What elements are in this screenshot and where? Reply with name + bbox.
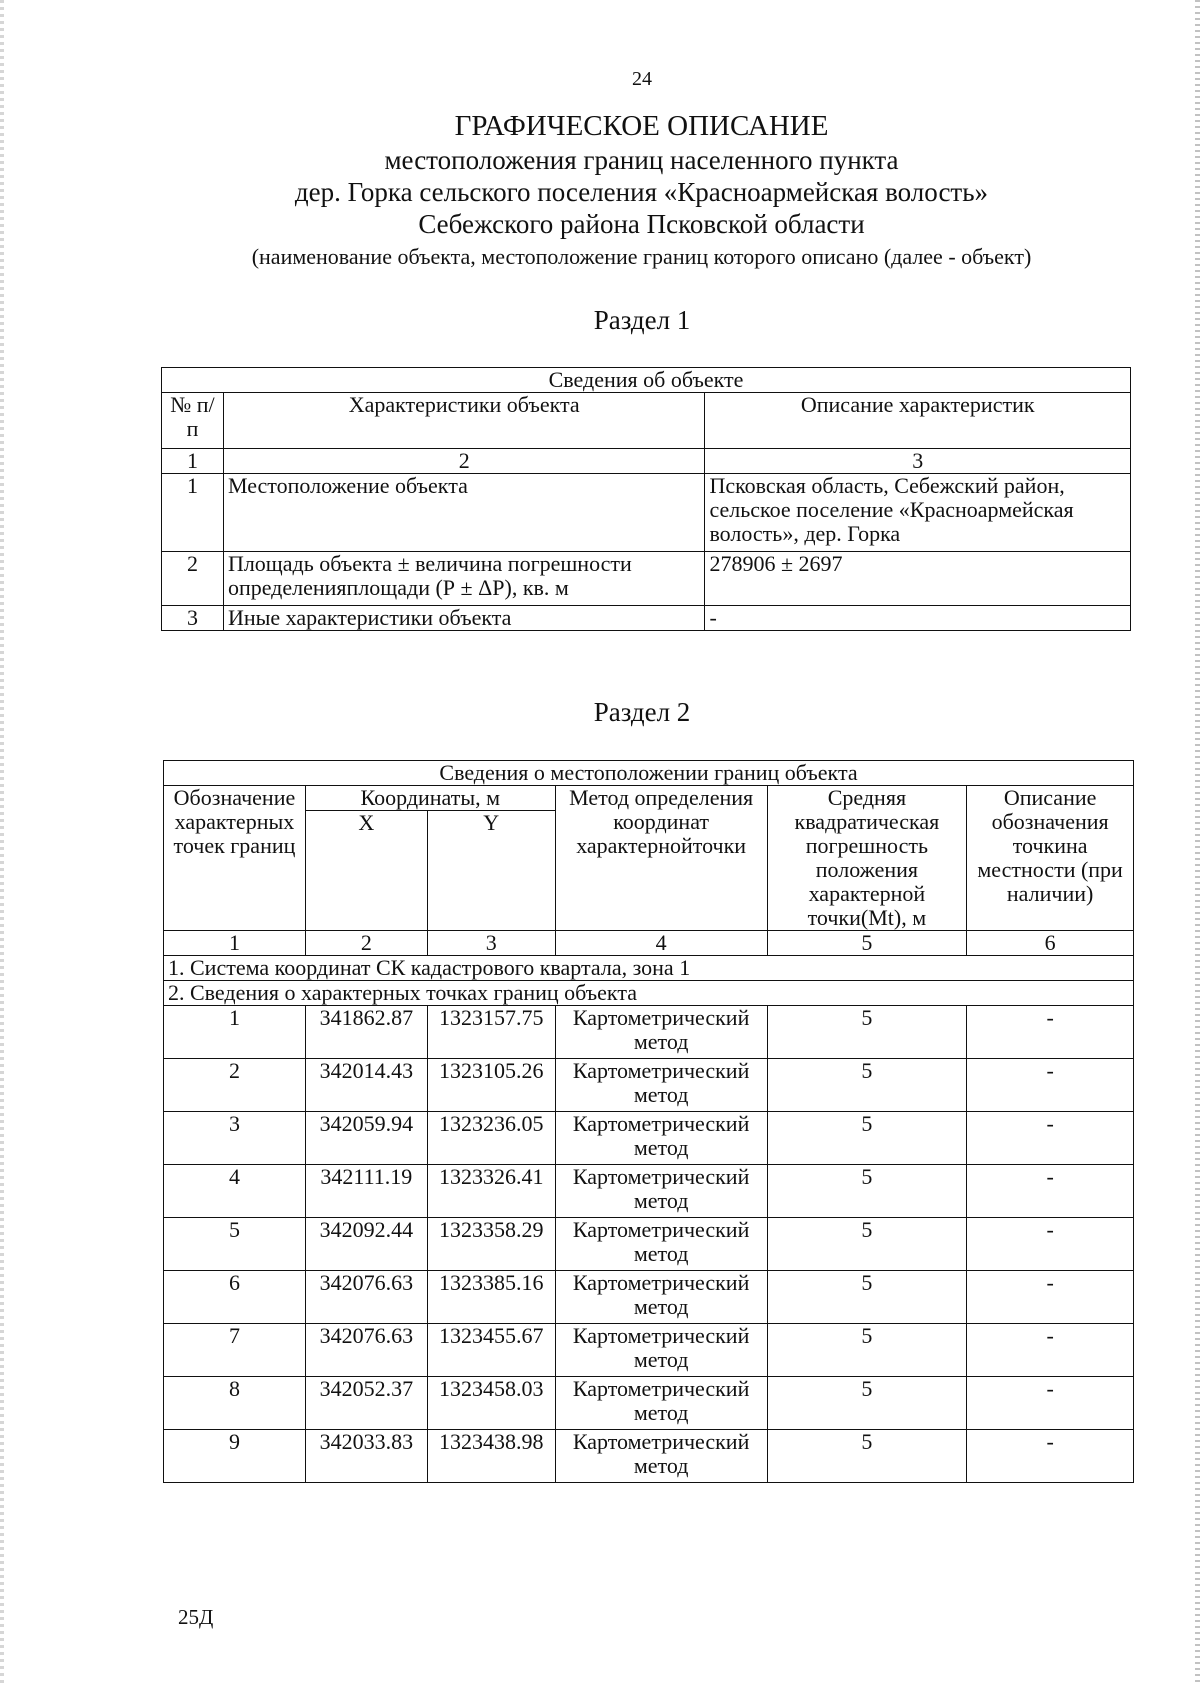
point-error: 5: [767, 1059, 967, 1112]
point-error: 5: [767, 1112, 967, 1165]
point-method: Картометрический метод: [555, 1218, 767, 1271]
title-line-2: дер. Горка сельского поселения «Красноармейская волость»: [294, 177, 989, 207]
table-row: [164, 1059, 1134, 1112]
row-characteristic: Иные характеристики объекта: [223, 606, 705, 631]
col-number: 4: [555, 931, 767, 956]
col-header-no: № п/п: [162, 393, 224, 449]
point-y: 1323326.41: [427, 1165, 555, 1218]
col-header-y: Y: [427, 811, 555, 931]
table-row: [164, 1165, 1134, 1218]
point-number: 1: [164, 1006, 306, 1059]
boundary-points-table: [163, 760, 1134, 1483]
point-number: 8: [164, 1377, 306, 1430]
row-description: -: [705, 606, 1131, 631]
point-y: 1323358.29: [427, 1218, 555, 1271]
table-row: [162, 606, 1131, 631]
coordinate-system-row: 1. Система координат СК кадастрового квартала, зона 1: [164, 956, 1134, 981]
col-header-description: Описание характеристик: [705, 393, 1131, 449]
point-description: -: [967, 1218, 1134, 1271]
col-number: 5: [767, 931, 967, 956]
point-x: 342076.63: [305, 1324, 427, 1377]
point-y: 1323105.26: [427, 1059, 555, 1112]
point-x: 342059.94: [305, 1112, 427, 1165]
point-error: 5: [767, 1165, 967, 1218]
point-y: 1323157.75: [427, 1006, 555, 1059]
table-row: [164, 1324, 1134, 1377]
point-y: 1323458.03: [427, 1377, 555, 1430]
section-2-heading: Раздел 2: [593, 697, 691, 727]
col-header-method: Метод определения координат характернойточки: [555, 786, 767, 931]
point-x: 342033.83: [305, 1430, 427, 1483]
point-x: 341862.87: [305, 1006, 427, 1059]
document-title: [200, 108, 1083, 272]
col-header-point: Обозначение характерных точек границ: [164, 786, 306, 931]
point-number: 4: [164, 1165, 306, 1218]
col-number: 6: [967, 931, 1134, 956]
row-characteristic: Местоположение объекта: [223, 474, 705, 552]
point-number: 3: [164, 1112, 306, 1165]
point-number: 7: [164, 1324, 306, 1377]
point-y: 1323455.67: [427, 1324, 555, 1377]
col-header-error: Средняя квадратическая погрешность положения характерной точки(Mt), м: [767, 786, 967, 931]
boundary-table-title: Сведения о местоположении границ объекта: [164, 761, 1134, 786]
point-y: 1323236.05: [427, 1112, 555, 1165]
section-1-heading: Раздел 1: [593, 305, 691, 335]
col-header-coordinates: Координаты, м: [305, 786, 555, 811]
col-number: 2: [223, 449, 705, 474]
title-note: (наименование объекта, местоположение границ которого описано (далее - объект): [251, 244, 1032, 269]
point-description: -: [967, 1430, 1134, 1483]
point-method: Картометрический метод: [555, 1165, 767, 1218]
point-method: Картометрический метод: [555, 1324, 767, 1377]
title-line-1: местоположения границ населенного пункта: [384, 145, 899, 175]
point-method: Картометрический метод: [555, 1377, 767, 1430]
point-description: -: [967, 1112, 1134, 1165]
col-header-x: X: [305, 811, 427, 931]
row-no: 2: [162, 552, 224, 606]
scan-edge-left: [0, 0, 4, 1686]
point-number: 9: [164, 1430, 306, 1483]
row-no: 1: [162, 474, 224, 552]
table-row: [164, 1112, 1134, 1165]
point-x: 342111.19: [305, 1165, 427, 1218]
table-row: [164, 1377, 1134, 1430]
point-description: -: [967, 1377, 1134, 1430]
col-number: 2: [305, 931, 427, 956]
point-method: Картометрический метод: [555, 1059, 767, 1112]
title-heading: ГРАФИЧЕСКОЕ ОПИСАНИЕ: [454, 110, 829, 142]
table-row: [164, 1430, 1134, 1483]
points-section-row: 2. Сведения о характерных точках границ объекта: [164, 981, 1134, 1006]
row-characteristic: Площадь объекта ± величина погрешности определенияплощади (Р ± ΔР), кв. м: [223, 552, 705, 606]
point-method: Картометрический метод: [555, 1271, 767, 1324]
point-y: 1323385.16: [427, 1271, 555, 1324]
point-description: -: [967, 1271, 1134, 1324]
table-row: [162, 474, 1131, 552]
point-number: 2: [164, 1059, 306, 1112]
col-number: 3: [705, 449, 1131, 474]
table-row: [164, 1006, 1134, 1059]
point-error: 5: [767, 1271, 967, 1324]
point-description: -: [967, 1006, 1134, 1059]
point-y: 1323438.98: [427, 1430, 555, 1483]
point-error: 5: [767, 1324, 967, 1377]
footer-code: 25Д: [178, 1605, 214, 1629]
point-x: 342092.44: [305, 1218, 427, 1271]
col-number: 1: [162, 449, 224, 474]
point-number: 6: [164, 1271, 306, 1324]
point-description: -: [967, 1059, 1134, 1112]
point-method: Картометрический метод: [555, 1430, 767, 1483]
point-x: 342014.43: [305, 1059, 427, 1112]
row-no: 3: [162, 606, 224, 631]
table-row: [162, 552, 1131, 606]
table-row: [164, 1218, 1134, 1271]
object-info-table: [161, 367, 1131, 631]
point-error: 5: [767, 1377, 967, 1430]
point-method: Картометрический метод: [555, 1112, 767, 1165]
point-number: 5: [164, 1218, 306, 1271]
row-description: Псковская область, Себежский район, сельское поселение «Красноармейская волость», дер. Горка: [705, 474, 1131, 552]
col-header-characteristic: Характеристики объекта: [223, 393, 705, 449]
point-x: 342052.37: [305, 1377, 427, 1430]
point-description: -: [967, 1165, 1134, 1218]
point-error: 5: [767, 1430, 967, 1483]
point-method: Картометрический метод: [555, 1006, 767, 1059]
table-row: [164, 1271, 1134, 1324]
col-number: 3: [427, 931, 555, 956]
object-info-title: Сведения об объекте: [162, 368, 1131, 393]
row-description: 278906 ± 2697: [705, 552, 1131, 606]
page-number: 24: [632, 68, 652, 90]
scan-edge-right: [1195, 0, 1200, 1686]
point-error: 5: [767, 1006, 967, 1059]
point-description: -: [967, 1324, 1134, 1377]
col-number: 1: [164, 931, 306, 956]
col-header-point-description: Описание обозначения точкина местности (при наличии): [967, 786, 1134, 931]
title-line-3: Себежского района Псковской области: [418, 209, 865, 239]
point-error: 5: [767, 1218, 967, 1271]
point-x: 342076.63: [305, 1271, 427, 1324]
